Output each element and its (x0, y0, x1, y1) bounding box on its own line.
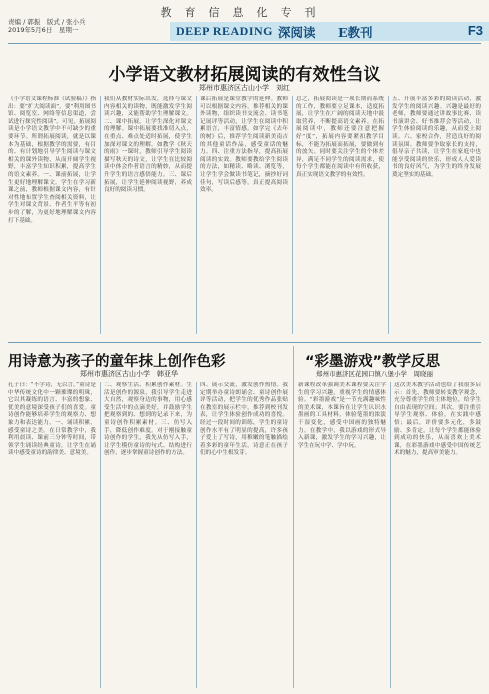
article3-column-2: 这次美术教学活动也给了我很多启示：首先，教师要转变教学观念，充分尊重学生的主体地位，给学生自由表现的空间；其次，要注重引导学生观察、体验，在实践中感悟；最后，评价要多元化，多鼓励、多肯定，让每个学生都能体验到成功的快乐，从而喜欢上美术课，在彩墨游戏中感受中国传统艺术的魅力，提高审美能力。 (394, 382, 481, 457)
article2-column-1: 孔子曰：“不学诗，无以言。”童诗是中华传统文化中一颗璀璨的明珠，它以其凝练的语言、丰富的想象、优美的意境深受孩子们的喜爱。童诗创作能够培养学生的观察力、想象力和表达能力。一、诵读积累，感受童诗之美。在日常教学中，我利用晨读、课前三分钟等时间，带领学生诵读经典童诗，让学生在诵读中感受童诗的韵律美、意境美。 (8, 382, 96, 457)
article1-column-5: 五、开展丰富多彩的阅读活动，激发学生的阅读兴趣。兴趣是最好的老师，教师要通过讲故事比赛、读书演讲会、好书推荐会等活动，让学生体验阅读的乐趣，从而爱上阅读。六、家校合作，营造良好的阅读氛围。教师要争取家长的支持，倡导亲子共读，让学生在家庭中也能享受阅读的快乐，形成人人爱读书的良好风气，为学生的终身发展奠定坚实的基础。 (392, 96, 481, 178)
article2-column-3: 四、展示交流，激发创作热情。我定期举办童诗朗诵会、童诗创作展评等活动，把学生的优秀作品张贴在教室的展示栏中，推荐到校刊发表，让学生体验创作成功的喜悦。经过一段时间的训练，学生的童诗创作水平有了明显的提高，许多孩子爱上了写诗，用稚嫩的笔触描绘着多彩的童年生活，诗意正在孩子们的心中生根发芽。 (200, 382, 288, 457)
column-divider (388, 96, 389, 334)
article-divider (293, 346, 294, 688)
page-number: F3 (467, 23, 483, 38)
banner-sub: E教刊 (338, 25, 373, 40)
article1-column-4: 总之，拓展阅读是一项长期而系统的工作，教师要立足课本，适度拓展，让学生在广阔的阅读天地中汲取营养，不断提高语文素养。在拓展阅读中，教师还要注意把握好“度”，拓展内容要紧扣教学目标，不能为拓展而拓展，要做到有的放矢。同时要关注学生的个体差异，满足不同学生的阅读需求，使每个学生都能在阅读中有所收获，真正实现语文教学的有效性。 (296, 96, 384, 178)
banner-chinese: 深阅读 (278, 25, 316, 40)
article2-column-2: 二、观察生活，积累创作素材。生活是创作的源泉，我引导学生走进大自然，观察身边的事物，用心感受生活中的点滴美好，并鼓励学生把观察到的、想到的记录下来，为童诗创作积累素材。三、仿写入手，降低创作难度。对于刚接触童诗创作的学生，我先从仿写入手，让学生模仿童诗的句式、结构进行创作，逐步掌握童诗创作的方法。 (104, 382, 192, 457)
article2-byline: 郑州市惠济区古山小学 韩亚华 (80, 370, 178, 378)
article1-column-3: 课后拓展是课堂教学的延伸。教师可以根据课文内容，推荐相关的课外读物，组织读书交流会、读书笔记展评等活动，让学生在阅读中积累语言，丰富情感。如学完《去年的树》后，推荐学生阅读新美南吉的其他童话作品，感受童话的魅力。四、注重方法指导，提高拓展阅读的实效。教师要教给学生阅读的方法，如精读、略读、浏览等，让学生学会做读书笔记，摘抄好词佳句，写读后感等，真正提高阅读效率。 (200, 96, 288, 194)
issue-meta (8, 18, 86, 34)
article2-title: 用诗意为孩子的童年抹上创作色彩 (8, 354, 226, 370)
banner-english: DEEP READING (176, 24, 274, 38)
article3-title: “彩墨游戏”教学反思 (305, 354, 441, 370)
column-divider (196, 96, 197, 334)
section-banner (170, 22, 489, 41)
column-divider (100, 96, 101, 334)
article1-title: 小学语文教材拓展阅读的有效性刍议 (108, 65, 381, 85)
column-divider (390, 382, 391, 688)
column-divider (100, 382, 101, 688)
article3-byline: 郑州市惠济区花园口镇八堡小学 周晓丽 (316, 370, 433, 378)
article1-byline: 郑州市惠济区古山小学 刘红 (199, 84, 290, 92)
column-divider (196, 382, 197, 688)
editor-line: 责编 / 郭振 版式 / 张小兵 (8, 18, 86, 26)
masthead: 教育信息化专刊 (160, 6, 329, 19)
section-rule (8, 342, 481, 343)
header-rule (8, 43, 481, 44)
date-line: 2019年5月6日 星期一 (8, 26, 79, 34)
article3-column-1: 新课程改革强调美术课程要关注学生的学习兴趣，重视学生的情感体验。“彩墨游戏”是一节充满趣味性的美术课，本课旨在让学生认识水墨画的工具材料，体验笔墨的浓淡干湿变化，感受中国画的独特魅力。在教学中，我以游戏的形式导入新课，激发学生的学习兴趣，让学生在玩中学、学中玩。 (298, 382, 386, 449)
column-divider (292, 96, 293, 334)
article1-column-2: 我们从教材实际出发，选择与课文内容相关的读物，既能激发学生阅读兴趣，又能帮助学生理解课文。二、课中拓展，让学生深化对课文的理解。课中拓展要找准切入点，在重点、难点处适时拓展，使学生加深对课文的理解。如教学《秋天的雨》一课时，教师引导学生阅读描写秋天的诗文，让学生在比较阅读中体会作者语言的精妙，从而提升学生的语言感悟能力。三、课后拓展，让学生延伸阅读视野，养成良好的阅读习惯。 (104, 96, 192, 194)
article1-column-1: 《小学语文课程标准（试验稿）》指出：要“扩大阅读面”，要“利用图书馆、阅览室、网络等信息渠道，尝试进行探究性阅读”。可见，拓展阅读是小学语文教学中不可缺少的重要环节。所谓拓展阅读，就是以课本为基础，根据教学的需要，有目的、有计划地引导学生阅读与课文相关的课外读物，从而开阔学生视野，丰富学生知识积累，提高学生的语文素养。一、课前拓展，让学生更好地理解课文。学生在学习新课之前，教师根据课文内容，有针对性地布置学生查阅相关资料，让学生对课文背景、作者生平等有初步的了解，为更好地理解课文内容打下基础。 (8, 96, 96, 224)
